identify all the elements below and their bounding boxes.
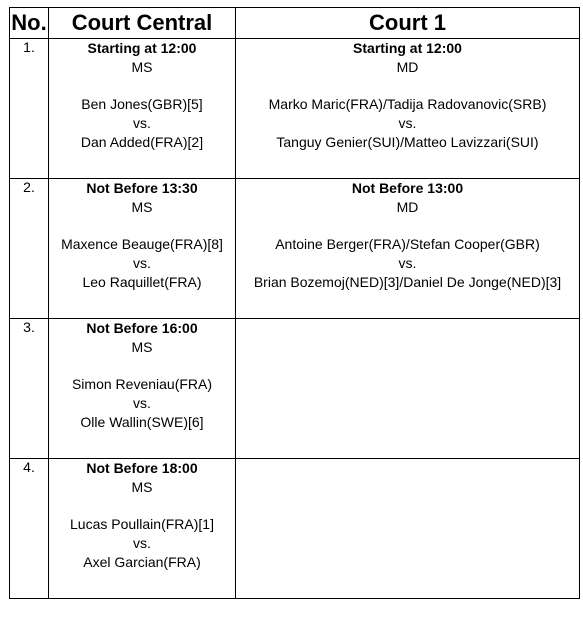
player-2: Dan Added(FRA)[2] [80, 134, 204, 150]
order-of-play-table [9, 7, 580, 599]
match-time: Not Before 16:00 [86, 320, 198, 336]
match-row-3 [10, 319, 580, 459]
match-event: MS [131, 59, 153, 75]
match-time: Not Before 13:00 [351, 180, 464, 196]
match-number: 3. [10, 319, 49, 459]
player-1: Lucas Poullain(FRA)[1] [70, 516, 214, 532]
match-row-4 [10, 459, 580, 599]
match-event: MS [131, 479, 153, 495]
central-match-cell [49, 459, 236, 599]
player-2: Olle Wallin(SWE)[6] [80, 414, 204, 430]
match-number: 4. [10, 459, 49, 599]
player-1: Maxence Beauge(FRA)[8] [61, 236, 223, 252]
versus-label: vs. [398, 115, 417, 131]
versus-label: vs. [398, 255, 417, 271]
team-2: Tanguy Genier(SUI)/Matteo Lavizzari(SUI) [276, 134, 539, 150]
player-1: Simon Reveniau(FRA) [71, 376, 213, 392]
match-time: Not Before 18:00 [86, 460, 198, 476]
team-1: Antoine Berger(FRA)/Stefan Cooper(GBR) [275, 236, 540, 252]
versus-label: vs. [133, 115, 151, 131]
match-time: Not Before 13:30 [86, 180, 198, 196]
header-court-central: Court Central [49, 8, 236, 39]
match-event: MS [131, 199, 153, 215]
court1-empty-cell [236, 319, 580, 459]
match-event: MD [396, 199, 419, 215]
header-court-1: Court 1 [236, 8, 580, 39]
match-row-2 [10, 179, 580, 319]
match-time: Starting at 12:00 [353, 40, 462, 56]
match-event: MS [131, 339, 153, 355]
header-row [10, 8, 580, 39]
match-event: MD [396, 59, 419, 75]
match-row-1 [10, 39, 580, 179]
versus-label: vs. [133, 255, 151, 271]
versus-label: vs. [133, 395, 151, 411]
match-number: 1. [10, 39, 49, 179]
team-2: Brian Bozemoj(NED)[3]/Daniel De Jonge(NED)[3] [253, 274, 562, 290]
versus-label: vs. [133, 535, 151, 551]
court1-empty-cell [236, 459, 580, 599]
court1-match-cell [236, 179, 580, 319]
central-match-cell [49, 39, 236, 179]
match-time: Starting at 12:00 [87, 40, 197, 56]
central-match-cell [49, 179, 236, 319]
player-2: Axel Garcian(FRA) [83, 554, 201, 570]
player-1: Ben Jones(GBR)[5] [81, 96, 203, 112]
central-match-cell [49, 319, 236, 459]
header-no: No. [10, 8, 49, 39]
court1-match-cell [236, 39, 580, 179]
team-1: Marko Maric(FRA)/Tadija Radovanovic(SRB) [268, 96, 547, 112]
player-2: Leo Raquillet(FRA) [82, 274, 202, 290]
match-number: 2. [10, 179, 49, 319]
